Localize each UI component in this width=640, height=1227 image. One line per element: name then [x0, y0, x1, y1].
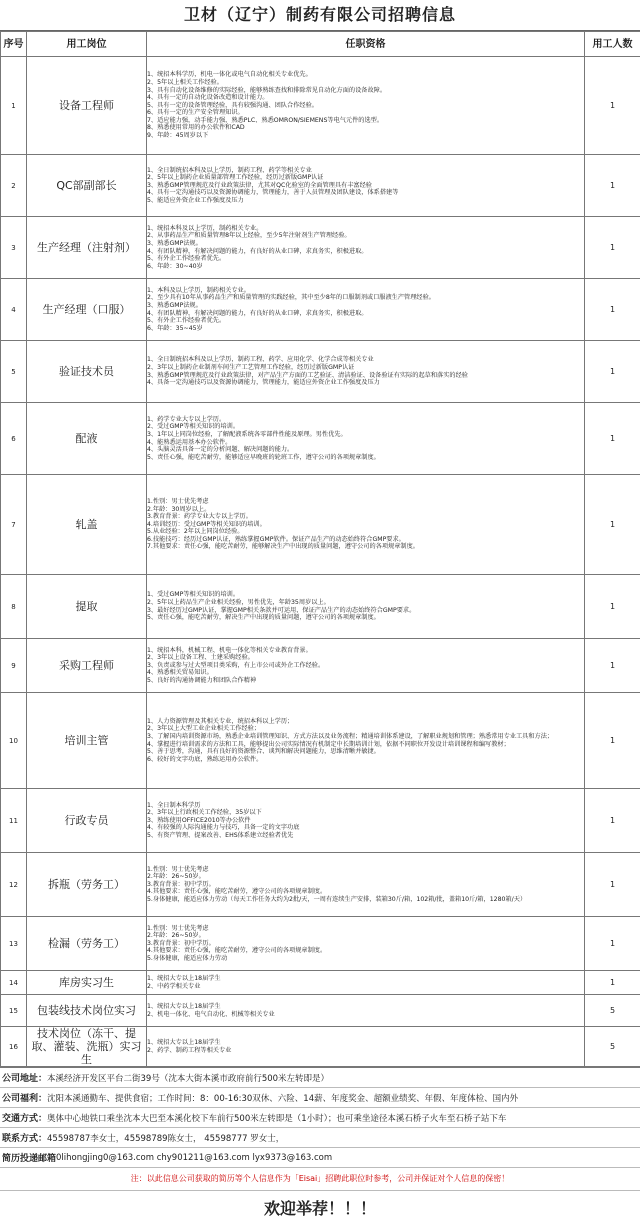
row-seq: 10 — [1, 693, 27, 789]
requirement-line: 4、具有一定沟通技巧以及资源协调能力，管理能力，善于人员管理及团队建设，体系搭建等 — [147, 189, 584, 197]
requirement-line: 2、受过GMP等相关知识的培训。 — [147, 423, 584, 431]
privacy-notice: 注：以此信息公司获取的简历等个人信息作为「Eisai」招聘此职位时参考，公司并保证对个人信息的保密！ — [0, 1168, 640, 1191]
table-header-row — [1, 32, 640, 57]
row-position: 采购工程师 — [27, 639, 147, 693]
table-row — [1, 1027, 640, 1067]
requirement-line: 1、统招本科及以上学历，制药相关专业。 — [147, 225, 584, 233]
requirement-line: 1、统招本科学历，机电一体化或电气自动化相关专业优先。 — [147, 71, 584, 79]
row-requirements — [147, 57, 585, 155]
row-position: 拆瓶（劳务工） — [27, 853, 147, 917]
table-row — [1, 853, 640, 917]
requirement-line: 2、药学、制药工程等相关专业 — [147, 1047, 584, 1055]
requirement-line: 5、善于思考，沟通，具有良好的资源整合、谈判和解决问题能力，思维清晰并敏捷。 — [147, 748, 584, 756]
requirement-line: 5、有外企工作经验者优先。 — [147, 255, 584, 263]
row-position: 提取 — [27, 575, 147, 639]
requirement-line: 2、3年以上制药企业制剂车间生产工艺管理工作经验，经历过新版GMP认证 — [147, 364, 584, 372]
requirement-line: 2.年龄：26~50岁。 — [147, 932, 584, 940]
table-row — [1, 217, 640, 279]
requirement-line: 2、5年以上相关工作经验。 — [147, 79, 584, 87]
row-count: 1 — [585, 693, 640, 789]
requirement-line: 1、全日制统招本科及以上学历，制药工程、药学、应用化学、化学合成等相关专业 — [147, 356, 584, 364]
requirement-line: 8、熟悉使用常用的办公软件和CAD — [147, 124, 584, 132]
requirement-line: 4.其他要求：责任心强，能吃苦耐劳，遵守公司的各项规章制度。 — [147, 888, 584, 896]
address-row — [0, 1068, 640, 1088]
row-requirements — [147, 853, 585, 917]
requirement-line: 9、年龄：45周岁以下 — [147, 132, 584, 140]
row-count: 1 — [585, 217, 640, 279]
table-row — [1, 575, 640, 639]
requirement-line: 2、从事药品生产和质量管理8年以上经验，至少5年注射剂生产管理经验。 — [147, 232, 584, 240]
requirement-line: 3.教育背景：初中学历。 — [147, 881, 584, 889]
requirement-line: 3、1年以上同岗位经验，了解配液系统各零部件性能及原理。男性优先。 — [147, 431, 584, 439]
page-title: 卫材（辽宁）制药有限公司招聘信息 — [0, 0, 640, 31]
row-position: QC部副部长 — [27, 155, 147, 217]
address-value: 本溪经济开发区平台二街39号（沈本大街本溪市政府前行500米左转即是） — [47, 1072, 329, 1084]
requirement-line: 4、能熟悉运用基本办公软件。 — [147, 439, 584, 447]
requirement-line: 2、5年以上药品生产企业相关经验，男性优先，年龄35周岁以上。 — [147, 599, 584, 607]
row-requirements — [147, 639, 585, 693]
table-row — [1, 917, 640, 971]
requirement-line: 1、受过GMP等相关知识的培训。 — [147, 591, 584, 599]
requirement-line: 5、责任心强，能吃苦耐劳，能够适应早晚班的轮班工作，遵守公司的各项规章制度。 — [147, 454, 584, 462]
row-count: 1 — [585, 575, 640, 639]
requirement-line: 1、人力资源管理及其相关专业，统招本科以上学历； — [147, 718, 584, 726]
row-position: 设备工程师 — [27, 57, 147, 155]
requirement-line: 3、最好经历过GMP认证，掌握GMP相关条款并可运用，保证产品生产的动态始终符合GMP要求。 — [147, 607, 584, 615]
table-row — [1, 57, 640, 155]
requirement-line: 4、有团队精神，有解决问题的能力，有良好的从业口碑，求真务实，积极进取。 — [147, 310, 584, 318]
row-count: 1 — [585, 341, 640, 403]
requirement-line: 5、具有一定的设备管理经验，具有较强沟通、团队合作经验。 — [147, 102, 584, 110]
row-requirements — [147, 155, 585, 217]
requirement-line: 2、5年以上制药企业质量部管理工作经验，经历过新版GMP认证 — [147, 174, 584, 182]
requirement-line: 2、3年以上大型工业企业相关工作经验； — [147, 725, 584, 733]
header-requirements: 任职资格 — [147, 32, 585, 57]
row-position: 生产经理（注射剂） — [27, 217, 147, 279]
requirement-line: 3、熟悉GMP管理规范及行业政策法律，对产品生产方面的工艺验证、清洁验证、设备验证有实际的起草和落实的经验 — [147, 372, 584, 380]
row-count: 1 — [585, 971, 640, 995]
table-row — [1, 693, 640, 789]
row-seq: 12 — [1, 853, 27, 917]
row-seq: 5 — [1, 341, 27, 403]
table-row — [1, 639, 640, 693]
requirement-line: 3、了解国内培训资源市场，熟悉企业培训管理知识、方式方法以及业务流程；精通培训体系建设，了解职业规划和管理；熟悉常用专业工具和方法； — [147, 733, 584, 741]
transport-value: 奥体中心地铁口乘坐沈本大巴至本溪化校下车前行500米左转即是（1小时）；也可乘坐途径本溪石桥子火车至石桥子站下车 — [47, 1112, 506, 1124]
requirement-line: 7、适应能力强，动手能力强，熟悉PLC、熟悉OMRON/SIEMENS等电气元件的选型。 — [147, 117, 584, 125]
row-seq: 1 — [1, 57, 27, 155]
requirement-line: 3、熟悉GMP法规。 — [147, 240, 584, 248]
row-seq: 11 — [1, 789, 27, 853]
requirement-line: 7.其他要求：责任心强，能吃苦耐劳，能够解决生产中出现的质量问题，遵守公司的各项规章制度。 — [147, 543, 584, 551]
row-requirements — [147, 971, 585, 995]
requirement-line: 6.技能技巧：经历过GMP认证，熟练掌握GMP软件。保证产品生产的动态始终符合GMP要求。 — [147, 536, 584, 544]
row-seq: 2 — [1, 155, 27, 217]
requirement-line: 2、至少具有10年从事药品生产和质量管理的实践经验，其中至少8年的口服制剂或口服液生产管理经验。 — [147, 294, 584, 302]
row-requirements — [147, 575, 585, 639]
requirement-line: 6、年龄：30~40岁 — [147, 263, 584, 271]
row-seq: 14 — [1, 971, 27, 995]
row-position: 技术岗位（冻干、提取、灌装、洗瓶）实习生 — [27, 1027, 147, 1067]
row-requirements — [147, 1027, 585, 1067]
requirement-line: 5.从业经验：2年以上同岗位经验。 — [147, 528, 584, 536]
requirement-line: 1、统招大专以上18届学生 — [147, 1003, 584, 1011]
requirement-line: 3、负责或参与过大型项目类采购，有上市公司或外企工作经验。 — [147, 662, 584, 670]
row-requirements — [147, 789, 585, 853]
contact-row — [0, 1128, 640, 1148]
requirement-line: 1、统招大专以上18届学生 — [147, 975, 584, 983]
requirement-line: 4、熟悉相关贸易知识。 — [147, 669, 584, 677]
requirement-line: 6、年龄：35~45岁 — [147, 325, 584, 333]
row-seq: 16 — [1, 1027, 27, 1067]
row-seq: 3 — [1, 217, 27, 279]
row-count: 1 — [585, 403, 640, 475]
requirement-line: 2.年龄：26~50岁。 — [147, 873, 584, 881]
row-seq: 8 — [1, 575, 27, 639]
requirement-line: 3、熟悉GMP法规。 — [147, 302, 584, 310]
requirement-line: 6、较好的文字功底，熟练运用办公软件。 — [147, 756, 584, 764]
row-count: 1 — [585, 853, 640, 917]
requirement-line: 1.性别：男士优先考虑 — [147, 866, 584, 874]
address-label: 公司地址： — [2, 1071, 47, 1084]
requirement-line: 2、中药学相关专业 — [147, 983, 584, 991]
requirement-line: 4、有团队精神，有解决问题的能力，有良好的从业口碑，求真务实，积极进取。 — [147, 248, 584, 256]
transport-label: 交通方式： — [2, 1111, 47, 1124]
row-seq: 4 — [1, 279, 27, 341]
row-count: 5 — [585, 1027, 640, 1067]
email-value[interactable]: 0lihongjing0@163.com chy901211@163.com lyx9373@163.com — [56, 1153, 332, 1163]
requirement-line: 2、3年以上行政相关工作经验，35岁以下 — [147, 809, 584, 817]
row-count: 1 — [585, 475, 640, 575]
transport-row — [0, 1108, 640, 1128]
row-requirements — [147, 995, 585, 1027]
requirement-line: 4、具有一定的自动化设备改造和设计能力。 — [147, 94, 584, 102]
requirement-line: 3、熟悉GMP管理规范及行业政策法律，尤其对QC化验室的全面管理具有丰富经验 — [147, 182, 584, 190]
table-row — [1, 995, 640, 1027]
requirement-line: 4、掌握进行培训需求的方法和工具，能够提出公司实际情况有机制定中长期培训计划，依据不同职位开发设计培训课程和编写教材； — [147, 741, 584, 749]
header-count: 用工人数 — [585, 32, 640, 57]
row-requirements — [147, 279, 585, 341]
requirement-line: 5、有外企工作经验者优先。 — [147, 317, 584, 325]
table-row — [1, 789, 640, 853]
contact-label: 联系方式： — [2, 1131, 47, 1144]
requirement-line: 4、有较强的人际沟通能力与技巧，具备一定的文字功底 — [147, 824, 584, 832]
email-row — [0, 1148, 640, 1168]
requirement-line: 3、具有自动化设备维修的实际经验，能够熟练查找和排除常见自动化方面的设备故障。 — [147, 87, 584, 95]
row-count: 1 — [585, 917, 640, 971]
row-seq: 15 — [1, 995, 27, 1027]
requirement-line: 5.身体健康，能适应体力劳动（每天工作任务大约为2批/天，一周有连续生产安排，装箱30斤/箱，102箱/批，盖箱10斤/箱，1280箱/天） — [147, 896, 584, 904]
row-count: 5 — [585, 995, 640, 1027]
row-position: 包装线技术岗位实习 — [27, 995, 147, 1027]
header-seq: 序号 — [1, 32, 27, 57]
table-row — [1, 279, 640, 341]
requirement-line: 1、统招大专以上18届学生 — [147, 1039, 584, 1047]
row-seq: 6 — [1, 403, 27, 475]
requirement-line: 2、机电一体化、电气自动化、机械等相关专业 — [147, 1011, 584, 1019]
row-count: 1 — [585, 279, 640, 341]
requirement-line: 4.培训经历：受过GMP等相关知识的培训。 — [147, 521, 584, 529]
requirement-line: 1.性别：男士优先考虑 — [147, 498, 584, 506]
requirement-line: 4、头脑灵活具备一定的分析问题、解决问题的能力。 — [147, 446, 584, 454]
row-requirements — [147, 341, 585, 403]
requirement-line: 4、具备一定沟通技巧以及资源协调能力，管理能力，能适应外资企业工作强度及压力 — [147, 379, 584, 387]
row-count: 1 — [585, 789, 640, 853]
row-requirements — [147, 693, 585, 789]
requirement-line: 5、良好的沟通协调能力和团队合作精神 — [147, 677, 584, 685]
row-position: 配液 — [27, 403, 147, 475]
table-row — [1, 403, 640, 475]
row-position: 生产经理（口服） — [27, 279, 147, 341]
requirement-line: 1、全日制统招本科及以上学历，制药工程、药学等相关专业 — [147, 167, 584, 175]
row-count: 1 — [585, 57, 640, 155]
requirement-line: 3.教育背景：初中学历。 — [147, 940, 584, 948]
row-count: 1 — [585, 155, 640, 217]
header-position: 用工岗位 — [27, 32, 147, 57]
benefits-value: 沈阳本溪通勤车、提供食宿；工作时间：8：00-16:30双休、六险、14薪、年度奖金、超额业绩奖、年假、年度体检、国内外 — [47, 1092, 518, 1104]
row-count: 1 — [585, 639, 640, 693]
row-position: 检漏（劳务工） — [27, 917, 147, 971]
company-info — [0, 1067, 640, 1168]
table-row — [1, 475, 640, 575]
email-label: 简历投递邮箱 — [2, 1151, 56, 1164]
benefits-row — [0, 1088, 640, 1108]
requirement-line: 5、有资产管理、提案改善、EHS体系建立经验者优先 — [147, 832, 584, 840]
table-row — [1, 341, 640, 403]
requirement-line: 6、具有一定的生产安全管理知识。 — [147, 109, 584, 117]
contact-value: 45598787李女士，45598789陈女士， 45598777 罗女士， — [47, 1132, 284, 1144]
row-requirements — [147, 917, 585, 971]
requirement-line: 5、能适应外资企业工作强度及压力 — [147, 197, 584, 205]
table-row — [1, 971, 640, 995]
requirement-line: 1.性别：男士优先考虑 — [147, 925, 584, 933]
requirement-line: 2、3年以上设备工程、土建采购经验。 — [147, 654, 584, 662]
row-requirements — [147, 403, 585, 475]
row-position: 行政专员 — [27, 789, 147, 853]
requirement-line: 1、统招本科，机械工程、机电一体化等相关专业教育背景。 — [147, 647, 584, 655]
table-row — [1, 155, 640, 217]
row-position: 验证技术员 — [27, 341, 147, 403]
row-seq: 9 — [1, 639, 27, 693]
welcome-text: 欢迎举荐！！！ — [0, 1191, 640, 1227]
row-seq: 7 — [1, 475, 27, 575]
requirement-line: 5.身体健康，能适应体力劳动 — [147, 955, 584, 963]
row-requirements — [147, 475, 585, 575]
requirement-line: 1、药学专业大专以上学历。 — [147, 416, 584, 424]
row-position: 库房实习生 — [27, 971, 147, 995]
row-position: 轧盖 — [27, 475, 147, 575]
requirement-line: 2.年龄：30周岁以上。 — [147, 506, 584, 514]
requirement-line: 3.教育背景：药学专业大专以上学历。 — [147, 513, 584, 521]
row-requirements — [147, 217, 585, 279]
row-seq: 13 — [1, 917, 27, 971]
requirement-line: 5、责任心强，能吃苦耐劳，解决生产中出现的质量问题，遵守公司的各项规章制度。 — [147, 614, 584, 622]
requirement-line: 3、熟练使用OFFICE2010等办公软件 — [147, 817, 584, 825]
benefits-label: 公司福利： — [2, 1091, 47, 1104]
jobs-table — [0, 31, 640, 1067]
requirement-line: 4.其他要求：责任心强，能吃苦耐劳，遵守公司的各项规章制度。 — [147, 947, 584, 955]
row-position: 培训主管 — [27, 693, 147, 789]
requirement-line: 1、本科及以上学历，制药相关专业。 — [147, 287, 584, 295]
requirement-line: 1、全日制本科学历 — [147, 802, 584, 810]
